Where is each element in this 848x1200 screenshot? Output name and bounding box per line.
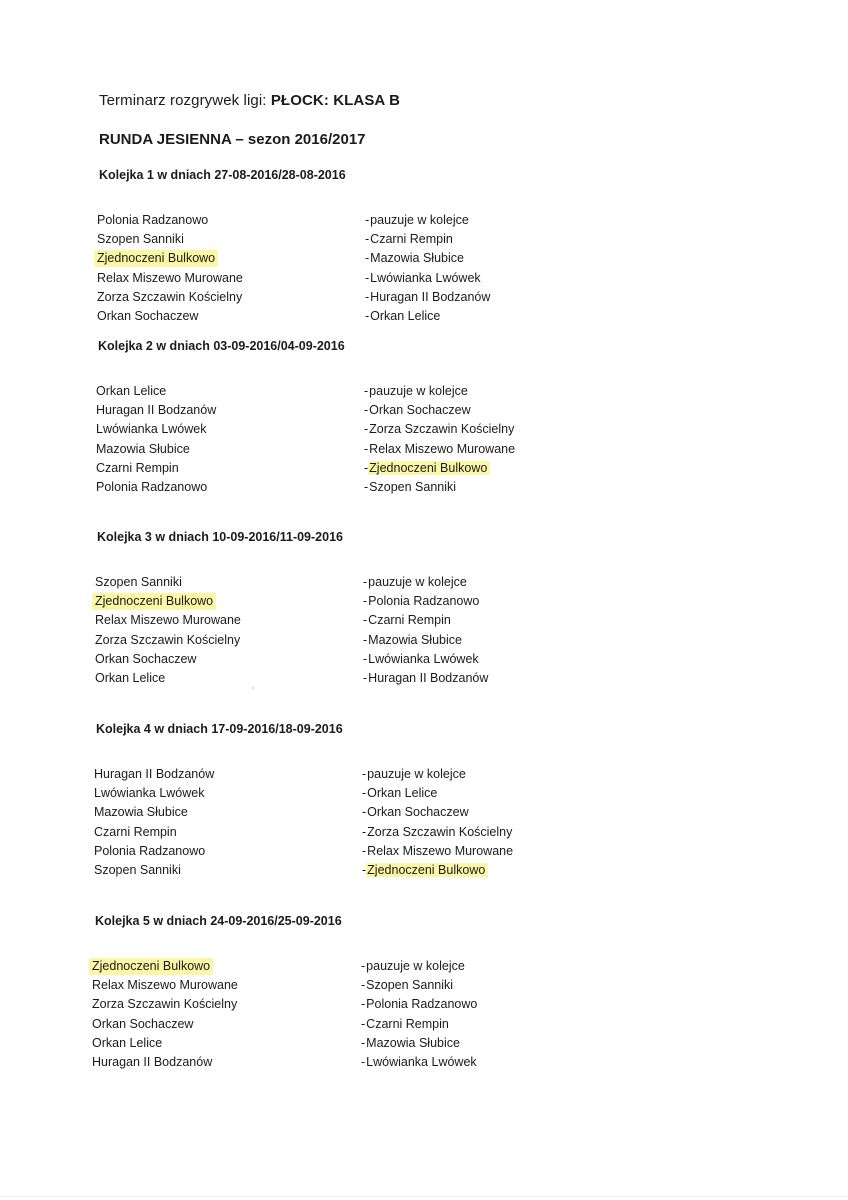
home-team: Szopen Sanniki: [95, 575, 182, 589]
match-row: [0, 996, 848, 1015]
away-team: Zjednoczeni Bulkowo: [368, 461, 490, 475]
title-league: PŁOCK: KLASA B: [270, 92, 400, 109]
home-team: Zjednoczeni Bulkowo: [89, 958, 213, 975]
home-team: Lwówianka Lwówek: [96, 422, 207, 437]
home-team: Mazowia Słubice: [94, 805, 188, 820]
away-cell: [363, 632, 465, 649]
dash-separator: -: [364, 480, 369, 494]
dash-separator: -: [363, 613, 368, 628]
away-cell: [361, 958, 468, 975]
home-team: Orkan Lelice: [96, 384, 167, 398]
away-team: Orkan Lelice: [367, 786, 438, 801]
round-heading: Kolejka 1 w dniach 27-08-2016/28-08-2016: [99, 168, 346, 182]
dash-separator: -: [363, 575, 368, 589]
match-row: [0, 804, 848, 823]
away-cell: [361, 1054, 480, 1071]
away-cell: [363, 574, 470, 591]
round-1: [0, 168, 848, 338]
match-row: [0, 308, 848, 327]
dash-separator: -: [364, 441, 369, 456]
home-team: Czarni Rempin: [94, 824, 177, 839]
home-team: Lwówianka Lwówek: [94, 786, 205, 801]
home-team: Czarni Rempin: [96, 460, 179, 475]
dash-separator: -: [361, 997, 366, 1012]
dash-separator: -: [363, 651, 368, 666]
away-cell: [364, 421, 517, 438]
away-cell: [361, 996, 480, 1013]
away-team: Szopen Sanniki: [369, 480, 457, 494]
match-row: [0, 958, 848, 977]
away-cell: [365, 212, 472, 229]
dash-separator: -: [361, 959, 366, 973]
home-team: Orkan Lelice: [92, 1035, 163, 1050]
home-team: Szopen Sanniki: [94, 863, 181, 877]
dash-separator: -: [365, 270, 370, 285]
round-2: [0, 339, 848, 509]
away-cell: [365, 250, 467, 267]
away-cell: [362, 824, 515, 841]
dash-separator: -: [363, 632, 368, 647]
away-team: Czarni Rempin: [370, 232, 453, 247]
document-title: [99, 92, 400, 109]
away-cell: [365, 308, 443, 325]
home-team: Orkan Lelice: [95, 671, 166, 685]
round-heading: Kolejka 4 w dniach 17-09-2016/18-09-2016: [96, 722, 343, 736]
away-cell: [365, 289, 493, 306]
home-team: Orkan Sochaczew: [97, 309, 199, 323]
match-row: [0, 479, 848, 498]
dash-separator: -: [365, 232, 370, 247]
dash-separator: -: [365, 309, 370, 323]
dash-separator: -: [363, 671, 368, 685]
match-row: [0, 574, 848, 593]
match-row: [0, 632, 848, 651]
dash-separator: -: [363, 594, 368, 609]
dash-separator: -: [361, 1035, 366, 1050]
match-row: [0, 402, 848, 421]
away-cell: [362, 862, 488, 879]
away-team: Polonia Radzanowo: [366, 997, 478, 1012]
match-row: [0, 785, 848, 804]
away-team: Huragan II Bodzanów: [368, 671, 489, 685]
round-4: [0, 722, 848, 892]
dash-separator: -: [362, 786, 367, 801]
round-heading: Kolejka 3 w dniach 10-09-2016/11-09-2016: [97, 530, 343, 544]
away-team: Mazowia Słubice: [368, 632, 462, 647]
match-row: [0, 977, 848, 996]
home-team: Orkan Sochaczew: [92, 1016, 194, 1031]
away-cell: [363, 651, 482, 668]
away-cell: [365, 270, 484, 287]
away-cell: [364, 460, 490, 477]
match-row: [0, 843, 848, 862]
match-row: [0, 651, 848, 670]
dash-separator: -: [365, 251, 370, 266]
home-team: Mazowia Słubice: [96, 441, 190, 456]
scan-speck: [252, 687, 254, 689]
away-team: pauzuje w kolejce: [366, 959, 465, 973]
match-row: [0, 766, 848, 785]
home-team: Polonia Radzanowo: [97, 213, 209, 227]
home-team: Relax Miszewo Murowane: [97, 270, 243, 285]
away-team: Lwówianka Lwówek: [368, 651, 479, 666]
match-row: [0, 670, 848, 689]
away-team: Zorza Szczawin Kościelny: [367, 824, 513, 839]
home-team: Zjednoczeni Bulkowo: [92, 593, 216, 610]
away-cell: [365, 231, 456, 248]
away-team: Lwówianka Lwówek: [370, 270, 481, 285]
season-heading: RUNDA JESIENNA – sezon 2016/2017: [99, 131, 366, 148]
away-cell: [363, 670, 491, 687]
round-heading: Kolejka 2 w dniach 03-09-2016/04-09-2016: [98, 339, 345, 353]
away-team: Czarni Rempin: [368, 613, 451, 628]
home-team: Polonia Radzanowo: [94, 843, 206, 858]
away-cell: [364, 383, 471, 400]
dash-separator: -: [361, 1055, 366, 1069]
match-row: [0, 231, 848, 250]
away-team: Relax Miszewo Murowane: [369, 441, 516, 456]
away-team: pauzuje w kolejce: [369, 384, 468, 398]
dash-separator: -: [362, 863, 367, 877]
home-team: Zorza Szczawin Kościelny: [95, 632, 241, 647]
away-cell: [361, 1035, 463, 1052]
away-team: Orkan Sochaczew: [367, 805, 469, 820]
round-3: [0, 530, 848, 700]
away-team: Mazowia Słubice: [370, 251, 464, 266]
dash-separator: -: [365, 213, 370, 227]
away-team: Zjednoczeni Bulkowo: [366, 863, 488, 877]
dash-separator: -: [361, 978, 366, 993]
scan-edge: [1, 1196, 847, 1197]
dash-separator: -: [362, 843, 367, 858]
away-team: Orkan Lelice: [370, 309, 441, 323]
away-team: pauzuje w kolejce: [368, 575, 467, 589]
dash-separator: -: [364, 422, 369, 437]
away-team: Zorza Szczawin Kościelny: [369, 422, 515, 437]
away-team: Huragan II Bodzanów: [370, 289, 491, 304]
round-heading: Kolejka 5 w dniach 24-09-2016/25-09-2016: [95, 914, 342, 928]
away-cell: [361, 1016, 452, 1033]
dash-separator: -: [362, 824, 367, 839]
home-team: Huragan II Bodzanów: [96, 403, 217, 418]
dash-separator: -: [364, 460, 369, 475]
away-cell: [364, 402, 474, 419]
dash-separator: -: [364, 384, 369, 398]
home-team: Zorza Szczawin Kościelny: [92, 997, 238, 1012]
dash-separator: -: [361, 1016, 366, 1031]
match-row: [0, 1035, 848, 1054]
away-cell: [362, 785, 440, 802]
home-team: Zorza Szczawin Kościelny: [97, 289, 243, 304]
match-row: [0, 383, 848, 402]
away-team: pauzuje w kolejce: [367, 767, 466, 781]
match-row: [0, 612, 848, 631]
title-prefix: Terminarz rozgrywek ligi:: [99, 92, 267, 109]
match-row: [0, 862, 848, 881]
away-cell: [362, 804, 472, 821]
round-5: [0, 914, 848, 1084]
away-team: Mazowia Słubice: [366, 1035, 460, 1050]
away-team: Orkan Sochaczew: [369, 403, 471, 418]
dash-separator: -: [365, 289, 370, 304]
dash-separator: -: [362, 805, 367, 820]
away-cell: [364, 479, 459, 496]
match-row: [0, 289, 848, 308]
away-cell: [362, 843, 516, 860]
match-row: [0, 421, 848, 440]
match-row: [0, 270, 848, 289]
match-row: [0, 824, 848, 843]
home-team: Relax Miszewo Murowane: [92, 978, 238, 993]
away-team: Relax Miszewo Murowane: [367, 843, 514, 858]
home-team: Polonia Radzanowo: [96, 480, 208, 494]
home-team: Huragan II Bodzanów: [92, 1055, 213, 1069]
home-team: Zjednoczeni Bulkowo: [94, 250, 218, 267]
dash-separator: -: [362, 767, 367, 781]
away-cell: [364, 441, 518, 458]
away-cell: [363, 612, 454, 629]
home-team: Huragan II Bodzanów: [94, 767, 215, 781]
away-team: Szopen Sanniki: [366, 978, 454, 993]
match-row: [0, 441, 848, 460]
home-team: Relax Miszewo Murowane: [95, 613, 241, 628]
match-row: [0, 460, 848, 479]
away-team: pauzuje w kolejce: [370, 213, 469, 227]
dash-separator: -: [364, 403, 369, 418]
match-row: [0, 250, 848, 269]
home-team: Orkan Sochaczew: [95, 651, 197, 666]
away-team: Lwówianka Lwówek: [366, 1055, 477, 1069]
away-team: Czarni Rempin: [366, 1016, 449, 1031]
home-team: Szopen Sanniki: [97, 232, 184, 247]
match-row: [0, 593, 848, 612]
away-cell: [361, 977, 456, 994]
match-row: [0, 1054, 848, 1073]
match-row: [0, 212, 848, 231]
away-cell: [363, 593, 482, 610]
match-row: [0, 1016, 848, 1035]
away-team: Polonia Radzanowo: [368, 594, 480, 609]
away-cell: [362, 766, 469, 783]
